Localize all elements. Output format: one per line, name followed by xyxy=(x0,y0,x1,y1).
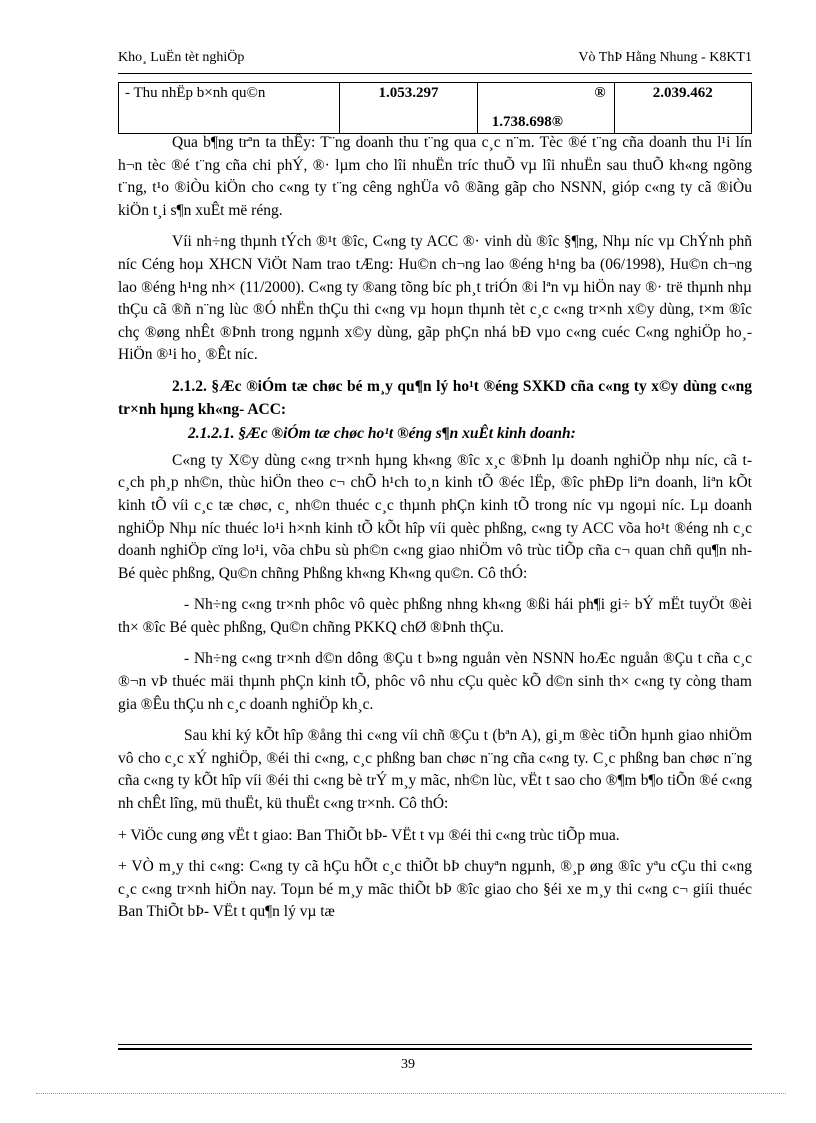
page-bottom-divider xyxy=(36,1093,786,1094)
paragraph: + VÒ m¸y thi c«ng: C«ng ty cã hÇu hÕt c¸c thiÕt bÞ chuyªn ngµnh, ®¸p øng ®îc yªu cÇu thi c«ng c¸c c«ng tr×nh hiÖn nay. Toµn bé m¸y mãc thiÕt bÞ ®îc giao cho §éi xe m¸y thi c«ng c¬ giíi thuéc Ban ThiÕt bÞ- VËt t qu¶n lý vµ tæ xyxy=(118,858,752,921)
page-header xyxy=(118,50,752,72)
table-cell-label: - Thu nhËp b×nh qu©n xyxy=(119,83,340,134)
header-left-text: Kho¸ LuËn tèt nghiÖp xyxy=(118,50,245,65)
paragraph: - Nh÷ng c«ng tr×nh d©n dông ®Çu t b»ng nguån vèn NSNN hoÆc nguån ®Çu t cña c¸c ®¬n vÞ thuéc mäi thµnh phÇn kinh tÕ, phôc vô nhu cÇu quèc kÕ d©n sinh th× c«ng ty còng tham gia ®Êu thÇu nh c¸c doanh nghiÖp kh¸c. xyxy=(118,650,752,713)
footer-rule xyxy=(118,1044,752,1045)
table-cell-value-3: 2.039.462 xyxy=(614,83,751,134)
section-heading: 2.1.2. §Æc ®iÓm tæ chøc bé m¸y qu¶n lý ho¹t ®éng SXKD cña c«ng ty x©y dùng c«ng tr×nh hµng kh«ng- ACC: xyxy=(118,377,752,418)
subsection-heading: 2.1.2.1. §Æc ®iÓm tæ chøc ho¹t ®éng s¶n xuÊt kinh doanh: xyxy=(188,425,576,443)
header-right-text: Vò ThÞ Hằng Nhung - K8KT1 xyxy=(578,50,752,65)
page-number: 39 xyxy=(401,1057,415,1072)
footer-rule-thick xyxy=(118,1048,752,1050)
table-cell-value-2-top: ® xyxy=(594,85,606,101)
paragraph: Víi nh÷ng thµnh tÝch ®¹t ®îc, C«ng ty ACC ®· vinh dù ®îc §¶ng, Nhµ níc vµ ChÝnh phñ níc Céng hoµ XHCN ViÖt Nam trao tÆng: Hu©n ch¬ng lao ®éng h¹ng ba (06/1998), Hu©n ch¬ng lao ®éng h¹ng nh× (11/2000). C«ng ty ®ang tõng bíc ph¸t triÓn ®i lªn vµ hiÖn nay ®· trë thµnh nhµ thÇu cã ®ñ n¨ng lùc ®Ó nhËn thÇu thi c«ng vµ hoµn thµnh tèt c¸c c«ng tr×nh x©y dùng, t×m ®îc chç ®øng nhÊt ®Þnh trong ngµnh x©y dùng, gãp phÇn nhá bÐ vµo c«ng cuéc C«ng nghiÖp ho¸- HiÖn ®¹i ho¸ ®Êt níc. xyxy=(118,233,752,364)
table-cell-value-2 xyxy=(477,83,614,134)
table-row xyxy=(119,83,752,134)
paragraph: C«ng ty X©y dùng c«ng tr×nh hµng kh«ng ®îc x¸c ®Þnh lµ doanh nghiÖp nhµ níc, cã t c¸ch ph¸p nh©n, thùc hiÖn theo c¬ chÕ h¹ch to¸n kinh tÕ ®éc lËp, ®îc phÐp liªn doanh, liªn kÕt kinh tÕ víi c¸c tæ chøc, c¸ nh©n thuéc c¸c thµnh phÇn kinh tÕ trong níc vµ ngoµi níc. Lµ doanh nghiÖp Nhµ níc thuéc lo¹i h×nh kinh tÕ kÕt hîp víi quèc phßng, c«ng ty ACC võa ho¹t ®éng nh c¸c doanh nghiÖp cïng lo¹i, võa chÞu sù ph©n c«ng giao nhiÖm vô trùc tiÕp cña c¬ quan chñ qu¶n nh Bé quèc phßng, Qu©n chñng Phßng kh«ng Kh«ng qu©n. Cô thÓ: xyxy=(118,451,752,582)
table-cell-value-1: 1.053.297 xyxy=(340,83,477,134)
paragraph: - Nh÷ng c«ng tr×nh phôc vô quèc phßng nhng kh«ng ®ßi hái ph¶i gi÷ bÝ mËt tuyÖt ®èi th× ®îc Bé quèc phßng, Qu©n chñng PKKQ chØ ®Þnh thÇu. xyxy=(118,596,752,636)
header-rule xyxy=(118,73,752,74)
paragraph: Sau khi ký kÕt hîp ®ång thi c«ng víi chñ ®Çu t (bªn A), gi¸m ®èc tiÕn hµnh giao nhiÖm vô cho c¸c xÝ nghiÖp, ®éi thi c«ng, c¸c phßng ban chøc n¨ng cña c«ng ty. C¸c phßng ban chøc n¨ng cña c«ng ty kÕt hîp víi ®éi thi c«ng bè trÝ m¸y mãc, nh©n lùc, vËt t sao cho ®¶m b¶o tiÕn ®é c«ng nh chÊt lîng, mü thuËt, kü thuËt c«ng tr×nh. Cô thÓ: xyxy=(118,727,752,813)
paragraph: + ViÖc cung øng vËt t giao: Ban ThiÕt bÞ- VËt t vµ ®éi thi c«ng trùc tiÕp mua. xyxy=(118,826,620,844)
paragraph: Qua b¶ng trªn ta thÊy: T¨ng doanh thu t¨ng qua c¸c n¨m. Tèc ®é t¨ng cña doanh thu l¹i lín h¬n tèc ®é t¨ng cña chi phÝ, ®· lµm cho lîi nhuËn tríc thuÕ vµ lîi nhuËn sau thuÕ kh«ng ngõng t¨ng, t¹o ®iÒu kiÖn cho c«ng ty t¨ng cêng nghÜa vô ®ãng gãp cho NSNN, gióp c«ng ty cã ®iÒu kiÖn t¸i s¶n xuÊt më réng. xyxy=(118,134,752,219)
body-text xyxy=(118,132,752,933)
table-cell-value-2-bottom: 1.738.698® xyxy=(491,114,563,130)
income-table-row xyxy=(118,82,752,134)
